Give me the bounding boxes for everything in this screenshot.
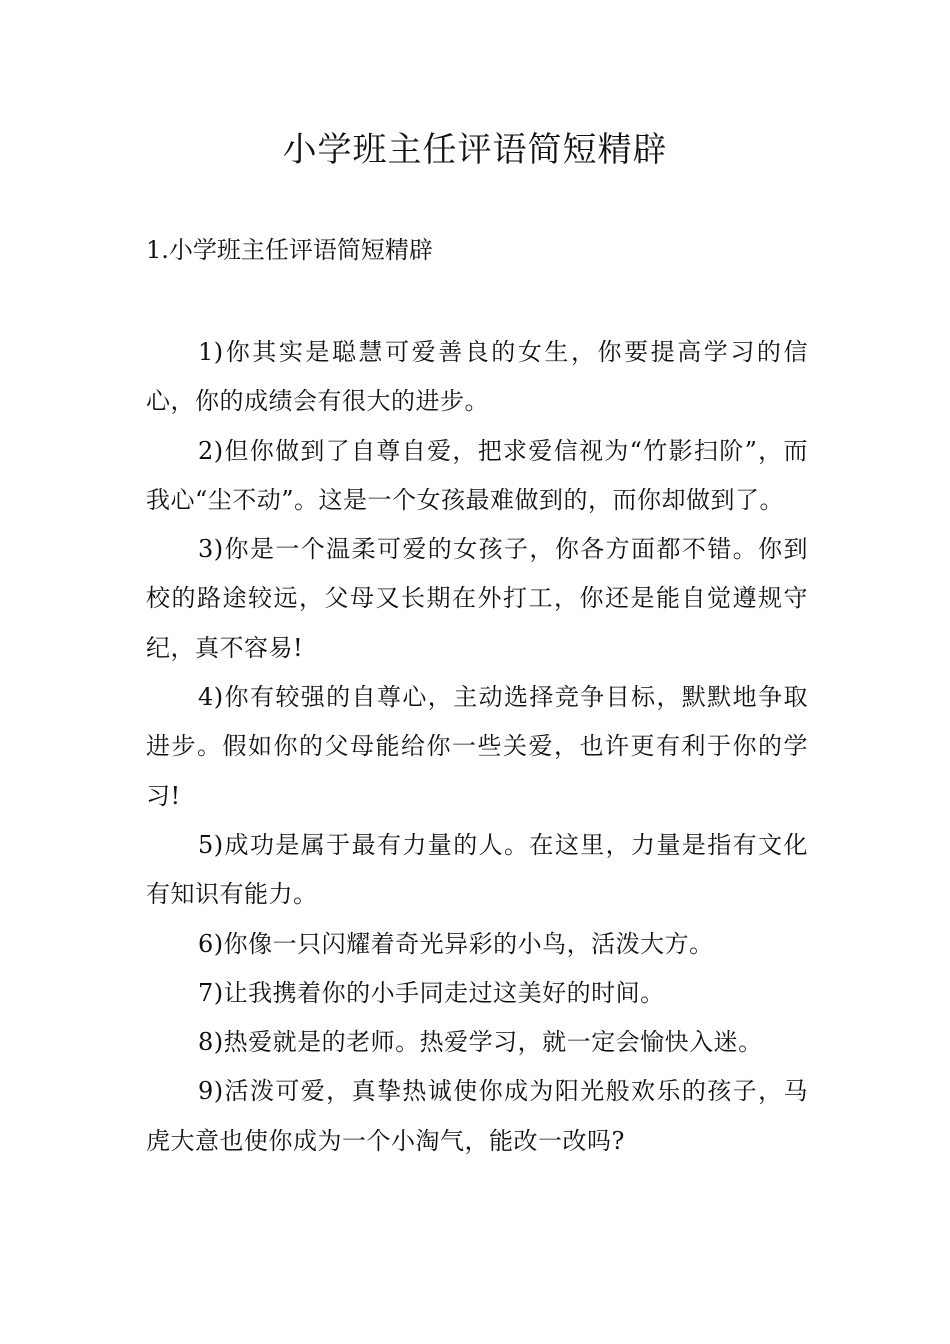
comment-paragraph-3: 3)你是一个温柔可爱的女孩子，你各方面都不错。你到校的路途较远，父母又长期在外打工，你还是能自觉遵规守纪，真不容易! [146, 535, 808, 662]
comment-paragraph-7: 7)让我携着你的小手同走过这美好的时间。 [198, 978, 665, 1007]
comment-paragraph-5: 5)成功是属于最有力量的人。在这里，力量是指有文化有知识有能力。 [146, 830, 808, 909]
section-heading: 1.小学班主任评语简短精辟 [146, 236, 433, 264]
comment-paragraph-4: 4)你有较强的自尊心，主动选择竞争目标，默默地争取进步。假如你的父母能给你一些关爱，也许更有利于你的学习! [146, 683, 808, 810]
comment-paragraph-6: 6)你像一只闪耀着奇光异彩的小鸟，活泼大方。 [198, 929, 714, 958]
comment-paragraph-2: 2)但你做到了自尊自爱，把求爱信视为“竹影扫阶”，而我心“尘不动”。这是一个女孩最难做到的，而你却做到了。 [146, 436, 808, 514]
comment-paragraph-9: 9)活泼可爱，真挚热诚使你成为阳光般欢乐的孩子，马虎大意也使你成为一个小淘气，能改一改吗? [146, 1077, 808, 1155]
comment-list [146, 328, 808, 1166]
document-title: 小学班主任评语简短精辟 [282, 130, 668, 170]
comment-paragraph-8: 8)热爱就是的老师。热爱学习，就一定会愉快入迷。 [198, 1028, 763, 1057]
comment-paragraph-1: 1)你其实是聪慧可爱善良的女生，你要提高学习的信心，你的成绩会有很大的进步。 [146, 338, 808, 416]
